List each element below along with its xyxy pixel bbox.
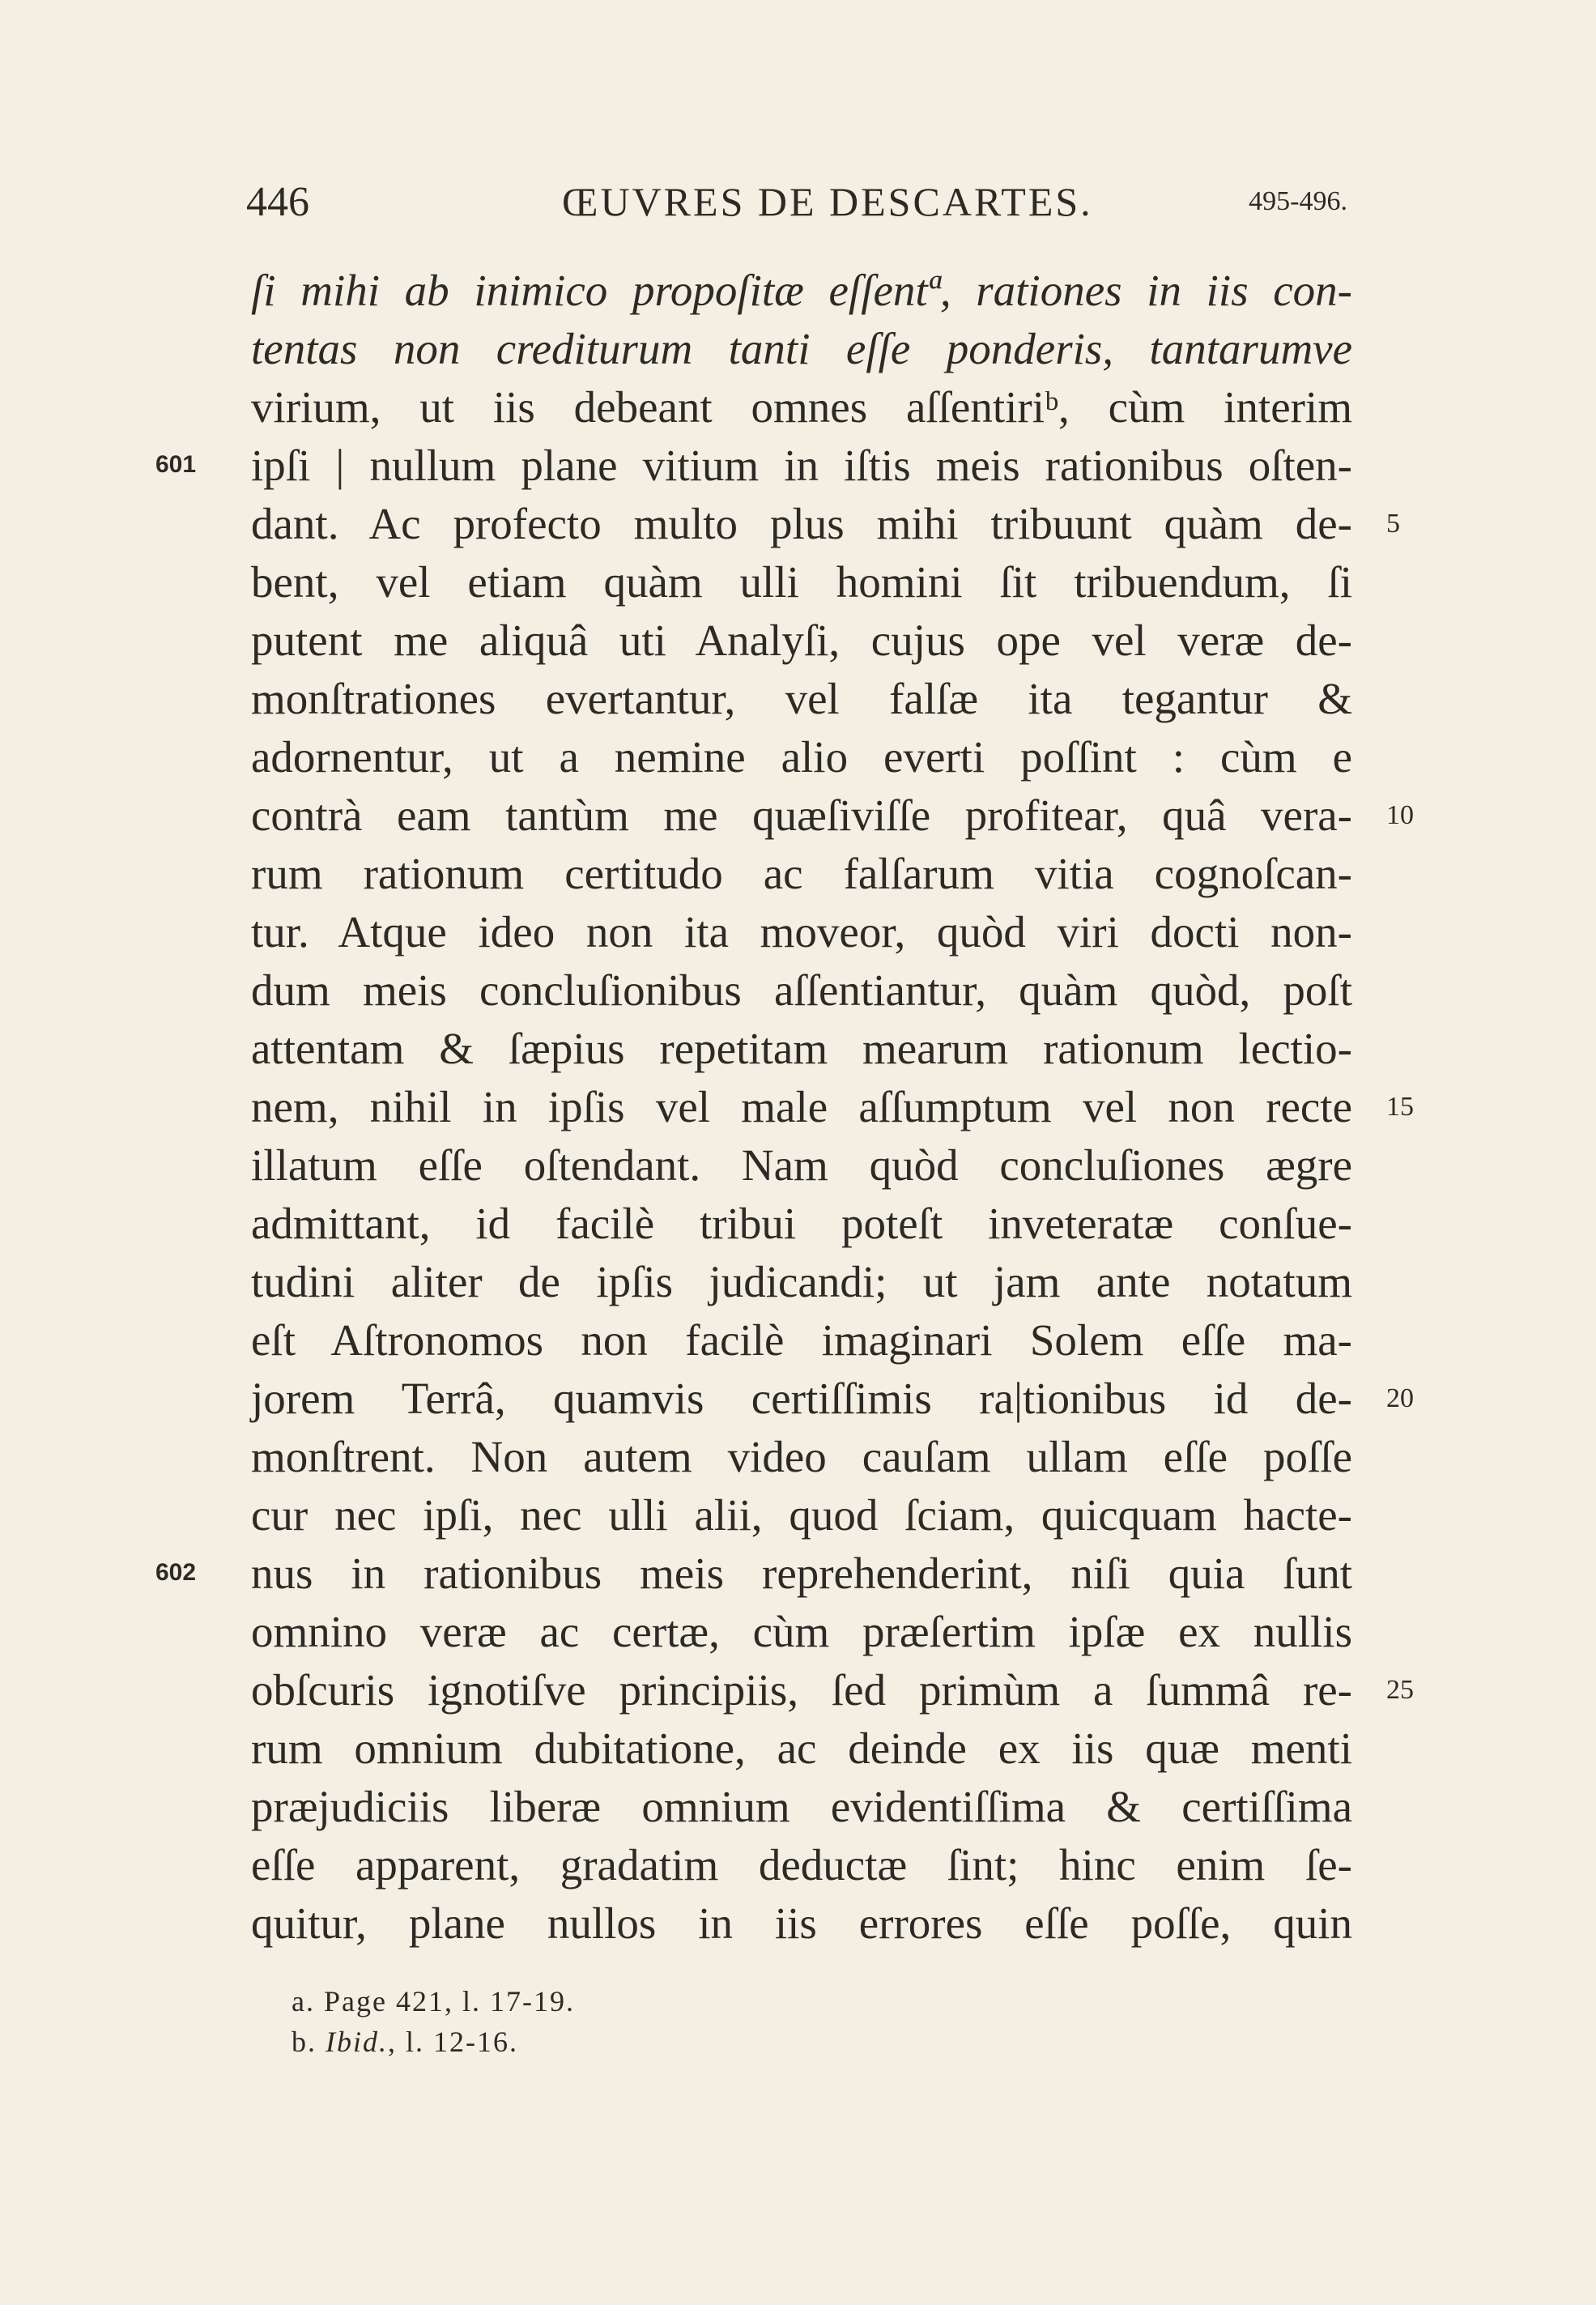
footnote-b <box>292 2025 518 2059</box>
running-title: ŒUVRES DE DESCARTES. <box>562 179 1093 224</box>
text-line: adornentur, ut a nemine alio everti poſſint : cùm e <box>251 732 1352 782</box>
text-line: omnino veræ ac certæ, cùm præſertim ipſæ ex nullis <box>251 1607 1352 1656</box>
text-line: rum omnium dubitatione, ac deinde ex iis quæ menti <box>251 1723 1352 1773</box>
text-line: nem, nihil in ipſis vel male aſſumptum vel non recte <box>251 1082 1352 1131</box>
text-line: cur nec ipſi, nec ulli alii, quod ſciam, quicquam hacte- <box>251 1490 1352 1540</box>
text-line: virium, ut iis debeant omnes aſſentiriᵇ, cùm interim <box>251 382 1352 432</box>
margin-reference: 602 <box>155 1559 197 1586</box>
text-line: præjudiciis liberæ omnium evidentiſſima & certiſſima <box>251 1782 1352 1831</box>
text-line: obſcuris ignotiſve principiis, ſed primùm a ſummâ re- <box>251 1665 1352 1715</box>
page-number: 446 <box>246 179 309 225</box>
text-line: admittant, id facilè tribui poteſt inveteratæ conſue- <box>251 1199 1352 1248</box>
margin-reference: 601 <box>155 451 197 478</box>
text-line: tur. Atque ideo non ita moveor, quòd viri docti non- <box>251 907 1352 957</box>
text-line: quitur, plane nullos in iis errores eſſe poſſe, quin <box>251 1898 1352 1948</box>
line-number: 15 <box>1386 1092 1414 1122</box>
text-line: ipſi | nullum plane vitium in iſtis meis rationibus oſten- <box>251 441 1352 490</box>
footnote-a <box>292 1984 575 2018</box>
text-line: eſſe apparent, gradatim deductæ ſint; hinc enim ſe- <box>251 1840 1352 1890</box>
text-line: contrà eam tantùm me quæſiviſſe profitear, quâ vera- <box>251 790 1352 840</box>
text-line: monſtrationes evertantur, vel falſæ ita tegantur & <box>251 674 1352 723</box>
text-line: ſi mihi ab inimico propoſitæ eſſentª, rationes in iis con- <box>251 266 1352 315</box>
line-number: 10 <box>1386 800 1414 830</box>
footnote-ref: Ibid. <box>326 2026 388 2058</box>
running-header <box>246 178 1347 235</box>
text-line: dum meis concluſionibus aſſentiantur, quàm quòd, poſt <box>251 965 1352 1015</box>
line-number: 5 <box>1386 509 1400 539</box>
text-line: rum rationum certitudo ac falſarum vitia cognoſcan- <box>251 849 1352 898</box>
footnote-text: Page 421, l. 17-19. <box>323 1985 575 2017</box>
text-line: tudini aliter de ipſis judicandi; ut jam ante notatum <box>251 1257 1352 1306</box>
text-line: tentas non crediturum tanti eſſe ponderis, tantarumve <box>251 324 1352 373</box>
text-line: illatum eſſe oſtendant. Nam quòd concluſiones ægre <box>251 1140 1352 1190</box>
text-line: dant. Ac profecto multo plus mihi tribuunt quàm de- <box>251 499 1352 548</box>
line-number: 20 <box>1386 1383 1414 1413</box>
text-line: jorem Terrâ, quamvis certiſſimis ra|tionibus id de- <box>251 1374 1352 1423</box>
footnote-text: , l. 12-16. <box>388 2026 518 2058</box>
text-line: putent me aliquâ uti Analyſi, cujus ope vel veræ de- <box>251 616 1352 665</box>
footnote-mark: b. <box>292 2026 317 2058</box>
text-line: bent, vel etiam quàm ulli homini ſit tribuendum, ſi <box>251 557 1352 607</box>
page-range: 495-496. <box>1249 186 1347 216</box>
footnote-mark: a. <box>292 1985 315 2017</box>
text-line: eſt Aſtronomos non facilè imaginari Solem eſſe ma- <box>251 1315 1352 1365</box>
line-number: 25 <box>1386 1675 1414 1705</box>
text-line: monſtrent. Non autem video cauſam ullam eſſe poſſe <box>251 1432 1352 1481</box>
text-line: nus in rationibus meis reprehenderint, niſi quia ſunt <box>251 1549 1352 1598</box>
text-line: attentam & ſæpius repetitam mearum rationum lectio- <box>251 1024 1352 1073</box>
